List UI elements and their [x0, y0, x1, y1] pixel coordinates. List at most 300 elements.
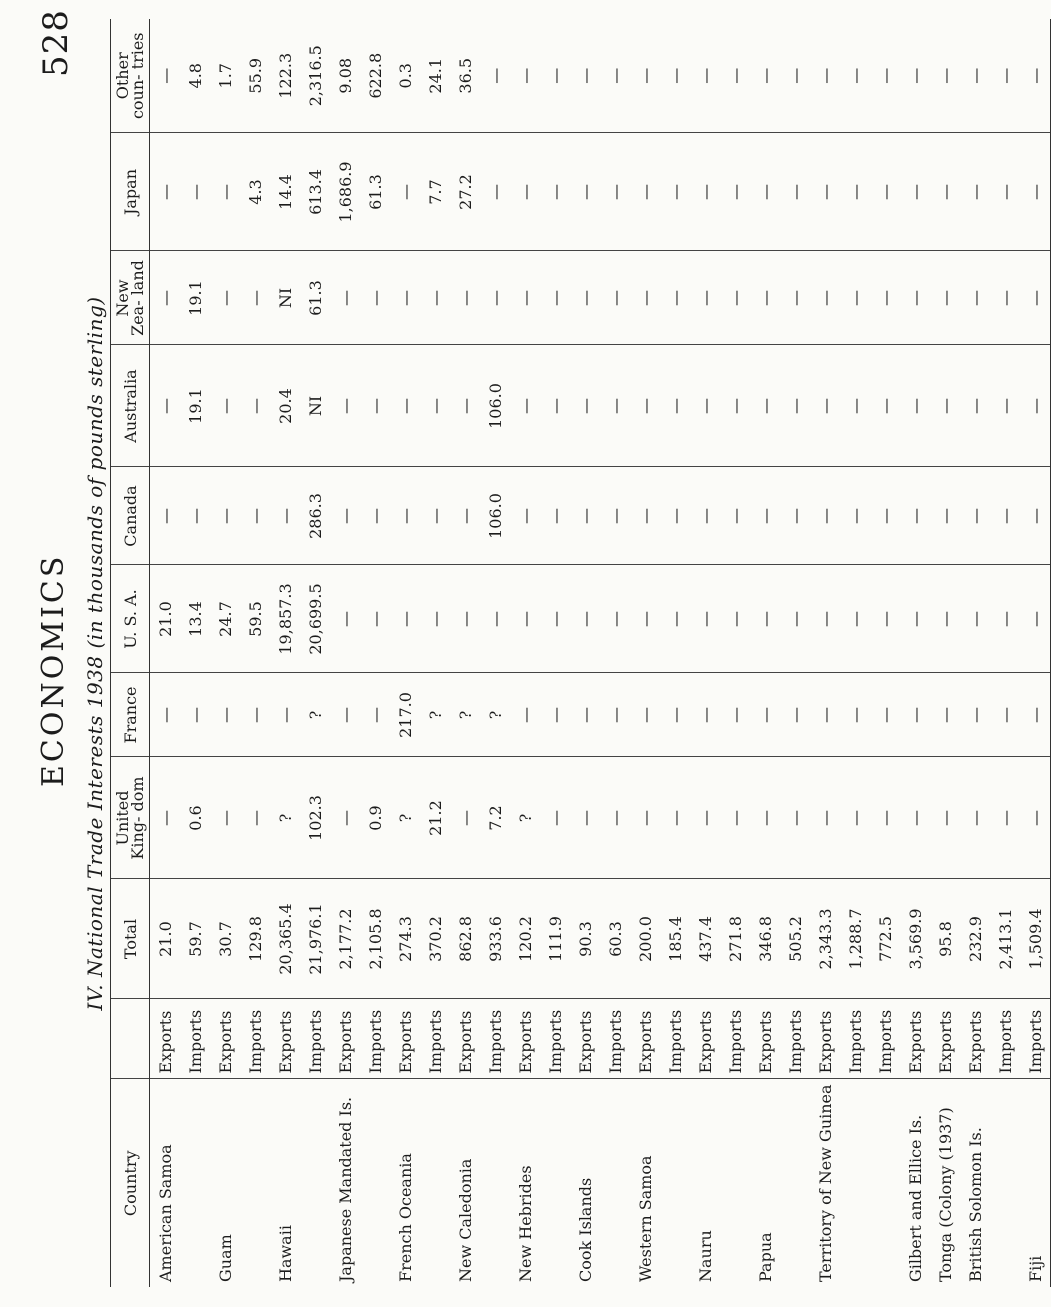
direction-cell: Imports	[720, 999, 750, 1079]
value-cell: —	[330, 345, 360, 467]
country-cell: Tonga (Colony (1937)	[935, 1107, 955, 1282]
direction-cell: Imports	[360, 999, 390, 1079]
value-cell: 27.2	[450, 133, 480, 251]
value-cell: —	[960, 133, 990, 251]
value-cell: —	[990, 757, 1020, 879]
direction-cell: Imports	[660, 999, 690, 1079]
value-cell: —	[630, 251, 660, 345]
table-row	[330, 19, 360, 1287]
value-cell: —	[210, 757, 240, 879]
value-cell: —	[390, 251, 420, 345]
value-cell: —	[900, 133, 930, 251]
table-row	[900, 19, 930, 1287]
value-cell: —	[870, 673, 900, 757]
page-number: 528	[36, 9, 76, 77]
value-cell: —	[570, 251, 600, 345]
country-cell: French Oceania	[395, 1153, 415, 1282]
value-cell: —	[810, 251, 840, 345]
value-cell: —	[690, 19, 720, 133]
value-cell: 1,288.7	[840, 879, 870, 999]
value-cell: —	[930, 565, 960, 673]
value-cell: 36.5	[450, 19, 480, 133]
value-cell: —	[510, 133, 540, 251]
value-cell: 4.8	[180, 19, 210, 133]
value-cell: —	[630, 673, 660, 757]
value-cell: —	[900, 345, 930, 467]
value-cell: —	[510, 19, 540, 133]
value-cell: —	[630, 565, 660, 673]
value-cell: —	[1020, 345, 1051, 467]
value-cell: 21.0	[150, 565, 181, 673]
country-cell: Fiji	[1020, 1079, 1051, 1287]
value-cell: —	[180, 133, 210, 251]
table-row	[210, 19, 240, 1287]
direction-cell: Imports	[480, 999, 510, 1079]
direction-cell: Exports	[630, 999, 660, 1079]
country-cell: New Caledonia	[455, 1158, 475, 1282]
value-cell: 232.9	[960, 879, 990, 999]
value-cell: —	[150, 757, 181, 879]
country-cell	[300, 1079, 330, 1287]
value-cell: 61.3	[360, 133, 390, 251]
value-cell: —	[330, 565, 360, 673]
value-cell: 106.0	[480, 467, 510, 565]
value-cell: ?	[450, 673, 480, 757]
trade-interests-table	[110, 19, 1051, 1287]
value-cell: —	[780, 133, 810, 251]
value-cell: 4.3	[240, 133, 270, 251]
value-cell: —	[660, 133, 690, 251]
value-cell: —	[720, 467, 750, 565]
country-cell	[240, 1079, 270, 1287]
value-cell: —	[510, 467, 540, 565]
value-cell: —	[210, 467, 240, 565]
value-cell: —	[150, 19, 181, 133]
country-cell: Nauru	[695, 1230, 715, 1282]
value-cell: —	[600, 133, 630, 251]
direction-cell: Exports	[750, 999, 780, 1079]
value-cell: —	[600, 673, 630, 757]
value-cell: —	[900, 757, 930, 879]
value-cell: —	[150, 345, 181, 467]
direction-cell: Imports	[600, 999, 630, 1079]
value-cell: 61.3	[300, 251, 330, 345]
value-cell: —	[750, 757, 780, 879]
direction-cell: Exports	[900, 999, 930, 1079]
direction-cell: Imports	[300, 999, 330, 1079]
value-cell: —	[450, 251, 480, 345]
value-cell: —	[840, 565, 870, 673]
value-cell: —	[390, 345, 420, 467]
value-cell: 862.8	[450, 879, 480, 999]
value-cell: —	[570, 467, 600, 565]
value-cell: —	[510, 345, 540, 467]
value-cell: —	[780, 467, 810, 565]
direction-cell: Imports	[780, 999, 810, 1079]
value-cell: —	[900, 565, 930, 673]
value-cell: —	[330, 467, 360, 565]
value-cell: —	[360, 251, 390, 345]
value-cell: —	[960, 673, 990, 757]
value-cell: —	[360, 673, 390, 757]
table-row	[570, 19, 600, 1287]
value-cell: 185.4	[660, 879, 690, 999]
value-cell: —	[630, 467, 660, 565]
value-cell: —	[330, 673, 360, 757]
direction-cell: Imports	[990, 999, 1020, 1079]
column-header	[111, 467, 150, 565]
value-cell: —	[840, 673, 870, 757]
value-cell: —	[540, 251, 570, 345]
value-cell: 346.8	[750, 879, 780, 999]
country-cell: American Samoa	[155, 1144, 175, 1282]
value-cell: —	[810, 757, 840, 879]
value-cell: —	[420, 345, 450, 467]
value-cell: 59.7	[180, 879, 210, 999]
value-cell: 20,699.5	[300, 565, 330, 673]
direction-cell: Imports	[180, 999, 210, 1079]
value-cell: —	[150, 251, 181, 345]
direction-cell: Imports	[840, 999, 870, 1079]
country-cell	[660, 1079, 690, 1287]
value-cell: —	[720, 673, 750, 757]
value-cell: —	[720, 19, 750, 133]
value-cell: —	[840, 467, 870, 565]
value-cell: —	[1020, 673, 1051, 757]
value-cell: —	[810, 467, 840, 565]
column-header-line1: Canada	[120, 485, 140, 547]
value-cell: —	[150, 673, 181, 757]
table-row	[840, 19, 870, 1287]
header-row	[111, 19, 150, 1287]
value-cell: —	[780, 345, 810, 467]
value-cell: 90.3	[570, 879, 600, 999]
value-cell: —	[450, 467, 480, 565]
column-header	[111, 879, 150, 999]
direction-cell: Imports	[1020, 999, 1051, 1079]
value-cell: 19.1	[180, 345, 210, 467]
column-header-line1: Country	[120, 1150, 140, 1217]
value-cell: —	[810, 345, 840, 467]
value-cell: 9.08	[330, 19, 360, 133]
value-cell: —	[150, 133, 181, 251]
value-cell: —	[330, 757, 360, 879]
value-cell: —	[900, 467, 930, 565]
value-cell: —	[1020, 565, 1051, 673]
value-cell: —	[570, 673, 600, 757]
table-row	[300, 19, 330, 1287]
country-cell	[780, 1079, 810, 1287]
value-cell: 613.4	[300, 133, 330, 251]
value-cell: —	[210, 133, 240, 251]
value-cell: —	[780, 251, 810, 345]
value-cell: —	[900, 19, 930, 133]
value-cell: —	[390, 467, 420, 565]
value-cell: —	[450, 345, 480, 467]
direction-cell: Imports	[540, 999, 570, 1079]
value-cell: —	[480, 133, 510, 251]
direction-cell: Exports	[210, 999, 240, 1079]
value-cell: —	[540, 757, 570, 879]
value-cell: 21,976.1	[300, 879, 330, 999]
value-cell: —	[1020, 467, 1051, 565]
running-title: ECONOMICS	[36, 553, 71, 787]
value-cell: —	[720, 757, 750, 879]
country-cell: Territory of New Guinea	[815, 1084, 835, 1282]
value-cell: —	[960, 467, 990, 565]
value-cell: —	[750, 673, 780, 757]
value-cell: —	[510, 565, 540, 673]
value-cell: —	[480, 251, 510, 345]
value-cell: 21.0	[150, 879, 181, 999]
value-cell: —	[630, 133, 660, 251]
column-header-line1: U. S. A.	[120, 589, 140, 649]
direction-cell: Exports	[960, 999, 990, 1079]
direction-cell: Imports	[420, 999, 450, 1079]
value-cell: 505.2	[780, 879, 810, 999]
value-cell: —	[1020, 757, 1051, 879]
value-cell: —	[960, 251, 990, 345]
value-cell: 2,413.1	[990, 879, 1020, 999]
value-cell: —	[870, 19, 900, 133]
column-header	[111, 673, 150, 757]
value-cell: 200.0	[630, 879, 660, 999]
value-cell: —	[540, 19, 570, 133]
value-cell: —	[780, 673, 810, 757]
table-row	[540, 19, 570, 1287]
value-cell: —	[660, 19, 690, 133]
direction-cell: Exports	[270, 999, 300, 1079]
value-cell: —	[840, 251, 870, 345]
value-cell: 55.9	[240, 19, 270, 133]
value-cell: 3,569.9	[900, 879, 930, 999]
value-cell: —	[810, 673, 840, 757]
country-cell	[360, 1079, 390, 1287]
value-cell: 102.3	[300, 757, 330, 879]
value-cell: —	[270, 673, 300, 757]
country-cell: British Solomon Is.	[965, 1127, 985, 1282]
value-cell: —	[750, 251, 780, 345]
table-row	[240, 19, 270, 1287]
value-cell: —	[210, 673, 240, 757]
value-cell: 0.6	[180, 757, 210, 879]
table-row	[150, 19, 181, 1287]
value-cell: —	[150, 467, 181, 565]
value-cell: —	[750, 565, 780, 673]
value-cell: —	[240, 345, 270, 467]
country-cell: New Hebrides	[515, 1165, 535, 1282]
value-cell: —	[210, 251, 240, 345]
direction-cell: Exports	[150, 999, 181, 1079]
country-cell: Papua	[755, 1232, 775, 1282]
table-body	[150, 19, 1051, 1287]
value-cell: —	[360, 565, 390, 673]
value-cell: —	[480, 19, 510, 133]
column-header-line1: Australia	[120, 369, 140, 443]
value-cell: —	[870, 467, 900, 565]
column-header	[111, 757, 150, 879]
value-cell: 129.8	[240, 879, 270, 999]
value-cell: ?	[480, 673, 510, 757]
value-cell: —	[240, 673, 270, 757]
value-cell: —	[390, 133, 420, 251]
value-cell: —	[750, 133, 780, 251]
value-cell: —	[900, 251, 930, 345]
column-header	[111, 133, 150, 251]
value-cell: —	[840, 757, 870, 879]
value-cell: 370.2	[420, 879, 450, 999]
column-header-line1: New	[113, 279, 132, 317]
value-cell: —	[570, 345, 600, 467]
value-cell: 217.0	[390, 673, 420, 757]
value-cell: —	[630, 757, 660, 879]
value-cell: —	[600, 565, 630, 673]
table-row	[510, 19, 540, 1287]
value-cell: —	[690, 467, 720, 565]
country-cell: Hawaii	[275, 1225, 295, 1282]
value-cell: —	[600, 19, 630, 133]
value-cell: ?	[390, 757, 420, 879]
value-cell: 1.7	[210, 19, 240, 133]
table-row	[390, 19, 420, 1287]
table-row	[630, 19, 660, 1287]
country-cell: Guam	[215, 1234, 235, 1282]
value-cell: 437.4	[690, 879, 720, 999]
direction-cell: Exports	[570, 999, 600, 1079]
table-row	[960, 19, 990, 1287]
value-cell: —	[600, 757, 630, 879]
table-row	[690, 19, 720, 1287]
value-cell: 59.5	[240, 565, 270, 673]
direction-cell: Exports	[690, 999, 720, 1079]
value-cell: 19.1	[180, 251, 210, 345]
value-cell: —	[930, 757, 960, 879]
value-cell: —	[660, 565, 690, 673]
value-cell: —	[210, 345, 240, 467]
column-header	[111, 1079, 150, 1287]
value-cell: 0.3	[390, 19, 420, 133]
value-cell: —	[630, 345, 660, 467]
column-header-line2: coun- tries	[128, 32, 147, 120]
value-cell: —	[600, 467, 630, 565]
value-cell: —	[360, 467, 390, 565]
column-header-line1: Japan	[120, 168, 140, 216]
column-header	[111, 251, 150, 345]
value-cell: —	[630, 19, 660, 133]
country-cell	[840, 1079, 870, 1287]
value-cell: —	[450, 757, 480, 879]
value-cell: —	[240, 467, 270, 565]
table-row	[870, 19, 900, 1287]
value-cell: —	[240, 757, 270, 879]
direction-cell: Exports	[930, 999, 960, 1079]
value-cell: —	[750, 19, 780, 133]
value-cell: —	[960, 19, 990, 133]
value-cell: 622.8	[360, 19, 390, 133]
value-cell: —	[900, 673, 930, 757]
value-cell: —	[720, 565, 750, 673]
value-cell: —	[570, 757, 600, 879]
value-cell: —	[690, 133, 720, 251]
value-cell: —	[450, 565, 480, 673]
value-cell: —	[840, 19, 870, 133]
value-cell: —	[1020, 133, 1051, 251]
value-cell: —	[540, 565, 570, 673]
value-cell: 14.4	[270, 133, 300, 251]
value-cell: —	[780, 565, 810, 673]
value-cell: 286.3	[300, 467, 330, 565]
value-cell: —	[540, 133, 570, 251]
value-cell: —	[930, 467, 960, 565]
value-cell: 2,105.8	[360, 879, 390, 999]
country-cell: Cook Islands	[575, 1177, 595, 1282]
value-cell: 24.1	[420, 19, 450, 133]
value-cell: —	[870, 133, 900, 251]
value-cell: —	[810, 19, 840, 133]
column-header	[111, 345, 150, 467]
value-cell: —	[390, 565, 420, 673]
column-header	[111, 565, 150, 673]
value-cell: —	[1020, 251, 1051, 345]
value-cell: —	[990, 565, 1020, 673]
value-cell: —	[870, 565, 900, 673]
value-cell: —	[510, 251, 540, 345]
value-cell: —	[990, 467, 1020, 565]
column-header-line1: United	[113, 790, 132, 846]
direction-cell: Exports	[450, 999, 480, 1079]
table-row	[600, 19, 630, 1287]
table-row	[180, 19, 210, 1287]
table-row	[450, 19, 480, 1287]
value-cell: —	[600, 345, 630, 467]
value-cell: 20,365.4	[270, 879, 300, 999]
value-cell: —	[720, 251, 750, 345]
value-cell: —	[690, 565, 720, 673]
direction-cell: Exports	[390, 999, 420, 1079]
value-cell: —	[990, 345, 1020, 467]
direction-cell: Imports	[870, 999, 900, 1079]
value-cell: —	[540, 345, 570, 467]
country-cell: Japanese Mandated Is.	[335, 1096, 355, 1282]
value-cell: 95.8	[930, 879, 960, 999]
value-cell: 122.3	[270, 19, 300, 133]
value-cell: —	[870, 757, 900, 879]
value-cell: 30.7	[210, 879, 240, 999]
value-cell: —	[330, 251, 360, 345]
value-cell: —	[840, 345, 870, 467]
table-row	[750, 19, 780, 1287]
value-cell: ?	[300, 673, 330, 757]
value-cell: 7.7	[420, 133, 450, 251]
value-cell: —	[480, 565, 510, 673]
value-cell: 120.2	[510, 879, 540, 999]
country-cell: Gilbert and Ellice Is.	[905, 1114, 925, 1282]
country-cell	[870, 1079, 900, 1287]
value-cell: ?	[510, 757, 540, 879]
value-cell: 111.9	[540, 879, 570, 999]
value-cell: —	[930, 673, 960, 757]
column-header-line2: Zea- land	[128, 260, 147, 336]
value-cell: 13.4	[180, 565, 210, 673]
value-cell: —	[180, 673, 210, 757]
value-cell: —	[570, 133, 600, 251]
value-cell: NI	[270, 251, 300, 345]
value-cell: —	[990, 133, 1020, 251]
table-row	[420, 19, 450, 1287]
value-cell: —	[420, 565, 450, 673]
value-cell: 21.2	[420, 757, 450, 879]
value-cell: —	[990, 251, 1020, 345]
